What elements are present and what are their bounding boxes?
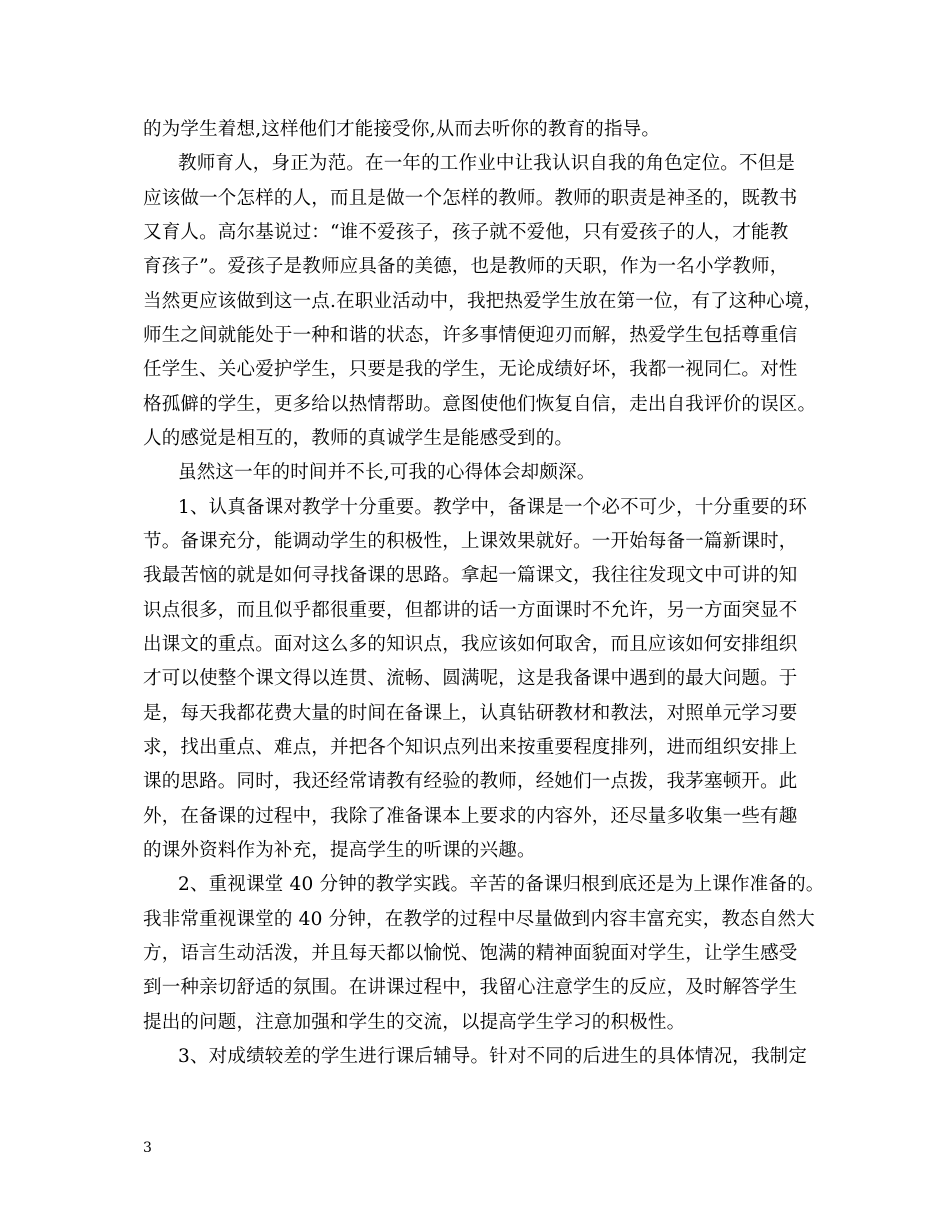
text-line: 提出的问题，注意加强和学生的交流，以提高学生学习的积极性。 bbox=[143, 1012, 686, 1033]
text-line: 人的感觉是相互的，教师的真诚学生是能感受到的。 bbox=[143, 428, 574, 449]
text-line: 当然更应该做到这一点.在职业活动中，我把热爱学生放在第一位，有了这种心境， bbox=[143, 291, 823, 312]
text-line: 的为学生着想,这样他们才能接受你,从而去听你的教育的指导。 bbox=[143, 119, 661, 140]
text-line: 我非常重视课堂的 40 分钟，在教学的过程中尽量做到内容丰富充实，教态自然大 bbox=[143, 909, 815, 930]
text-line: 格孤僻的学生，更多给以热情帮助。意图使他们恢复自信，走出自我评价的误区。 bbox=[143, 394, 817, 415]
page-number: 3 bbox=[143, 1140, 152, 1156]
text-line: 我最苦恼的就是如何寻找备课的思路。拿起一篇课文，我往往发现文中可讲的知 bbox=[143, 565, 798, 586]
text-line: 到一种亲切舒适的氛围。在讲课过程中，我留心注意学生的反应，及时解答学生 bbox=[143, 977, 798, 998]
text-line: 识点很多，而且似乎都很重要，但都讲的话一方面课时不允许，另一方面突显不 bbox=[143, 600, 798, 621]
text-line: 求，找出重点、难点，并把各个知识点列出来按重要程度排列，进而组织安排上 bbox=[143, 737, 798, 758]
text-line: 才可以使整个课文得以连贯、流畅、圆满呢，这是我备课中遇到的最大问题。于 bbox=[143, 668, 798, 689]
text-line: 2、重视课堂 40 分钟的教学实践。辛苦的备课归根到底还是为上课作准备的。 bbox=[178, 874, 825, 895]
text-line: 任学生、关心爱护学生，只要是我的学生，无论成绩好坏，我都一视同仁。对性 bbox=[143, 359, 798, 380]
text-line: 3、对成绩较差的学生进行课后辅导。针对不同的后进生的具体情况，我制定 bbox=[178, 1046, 808, 1067]
text-line: 是，每天我都花费大量的时间在备课上，认真钻研教材和教法，对照单元学习要 bbox=[143, 703, 798, 724]
text-line: 师生之间就能处于一种和谐的状态，许多事情便迎刃而解，热爱学生包括尊重信 bbox=[143, 325, 798, 346]
text-line: 节。备课充分，能调动学生的积极性，上课效果就好。一开始每备一篇新课时， bbox=[143, 531, 798, 552]
text-line: 应该做一个怎样的人，而且是做一个怎样的教师。教师的职责是神圣的，既教书 bbox=[143, 188, 798, 209]
text-line: 的课外资料作为补充，提高学生的听课的兴趣。 bbox=[143, 840, 536, 861]
text-line: 课的思路。同时，我还经常请教有经验的教师，经她们一点拨，我茅塞顿开。此 bbox=[143, 771, 798, 792]
text-line: 育孩子”。爱孩子是教师应具备的美德，也是教师的天职，作为一名小学教师， bbox=[143, 256, 789, 277]
text-line: 又育人。高尔基说过：“谁不爱孩子，孩子就不爱他，只有爱孩子的人，才能教 bbox=[143, 222, 789, 243]
text-line: 教师育人，身正为范。在一年的工作业中让我认识自我的角色定位。不但是 bbox=[178, 153, 796, 174]
text-line: 虽然这一年的时间并不长,可我的心得体会却颇深。 bbox=[178, 462, 596, 483]
text-line: 外，在备课的过程中，我除了准备课本上要求的内容外，还尽量多收集一些有趣 bbox=[143, 806, 798, 827]
text-line: 出课文的重点。面对这么多的知识点，我应该如何取舍，而且应该如何安排组织 bbox=[143, 634, 798, 655]
text-line: 1、认真备课对教学十分重要。教学中，备课是一个必不可少，十分重要的环 bbox=[178, 497, 808, 518]
text-line: 方，语言生动活泼，并且每天都以愉悦、饱满的精神面貌面对学生，让学生感受 bbox=[143, 943, 798, 964]
